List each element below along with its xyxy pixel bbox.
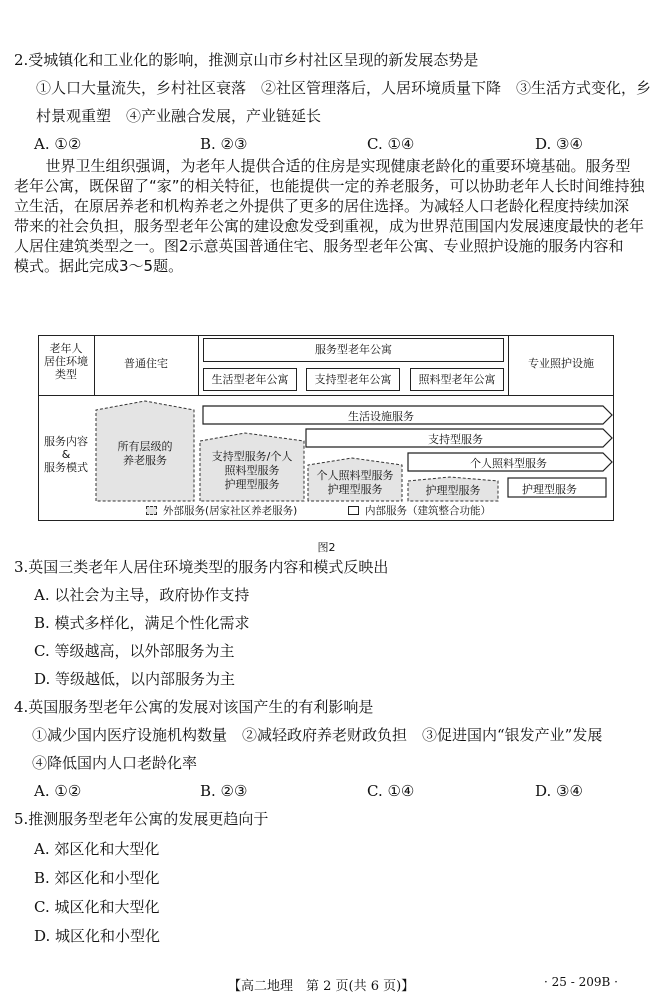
page-footer-center: 【高二地理 第 2 页(共 6 页)】	[228, 979, 415, 994]
passage-line-5: 人居住建筑类型之一。图2示意英国普通住宅、服务型老年公寓、专业照护设施的服务内容和	[14, 237, 624, 255]
arrow-living-service: 生活设施服务	[348, 410, 414, 423]
q2-choice-c: C. ①④	[367, 135, 415, 153]
passage-line-2: 老年公寓，既保留了“家”的相关特征，也能提供一定的养老服务，可以协助老年人长时间维持独	[14, 177, 645, 195]
q4-items-line2: ④降低国内人口老龄化率	[32, 754, 198, 772]
arrow-personal-care-service: 个人照料型服务	[470, 457, 547, 470]
sub-living-apartment: 生活型老年公寓	[203, 368, 297, 391]
legend-internal-label: 内部服务（建筑整合功能）	[365, 505, 491, 517]
col-professional-care: 专业照护设施	[528, 357, 594, 370]
q2-choice-a: A. ①②	[34, 135, 82, 153]
passage-line-1: 世界卫生组织强调，为老年人提供合适的住房是实现健康老龄化的重要环境基础。服务型	[45, 157, 631, 175]
col-ordinary-housing: 普通住宅	[124, 357, 168, 370]
q3-option-d: D. 等级越低，以内部服务为主	[34, 670, 236, 688]
ext-personal-nursing: 个人照料型服务 护理型服务	[316, 469, 394, 496]
q5-stem: 5.推测服务型老年公寓的发展更趋向于	[14, 810, 269, 828]
page-footer-code: · 25 - 209B ·	[544, 975, 618, 989]
legend-external-label: 外部服务(居家社区养老服务)	[163, 505, 298, 517]
passage-line-3: 立生活，在原居养老和机构养老之外提供了更多的居住选择。为减轻人口老龄化程度持续加深	[14, 197, 630, 215]
q4-choice-d: D. ③④	[535, 782, 583, 800]
ext-all-level-service: 所有层级的 养老服务	[117, 440, 173, 467]
q2-items-line1: ①人口大量流失，乡村社区衰落 ②社区管理落后，人居环境质量下降 ③生活方式变化，乡	[36, 79, 652, 97]
left-label-service: 服务内容 & 服务模式	[44, 435, 88, 474]
q3-stem: 3.英国三类老年人居住环境类型的服务内容和模式反映出	[14, 558, 389, 576]
q4-choice-a: A. ①②	[34, 782, 82, 800]
col-service-apartment: 服务型老年公寓	[203, 338, 504, 362]
box-nursing-service: 护理型服务	[522, 483, 577, 496]
q3-option-c: C. 等级越高，以外部服务为主	[34, 642, 235, 660]
q2-items-line2: 村景观重塑 ④产业融合发展，产业链延长	[36, 107, 322, 125]
legend-solid-swatch	[348, 506, 359, 515]
ext-support-care-nursing: 支持型服务/个人 照料型服务 护理型服务	[211, 450, 293, 491]
legend-external	[146, 503, 297, 518]
row-header-label: 老年人 居住环境 类型	[44, 342, 88, 381]
q5-option-d: D. 城区化和小型化	[34, 927, 161, 945]
passage-line-4: 带来的社会负担，服务型老年公寓的建设愈发受到重视，成为世界范围国内发展速度最快的老年	[14, 217, 645, 235]
q3-option-b: B. 模式多样化，满足个性化需求	[34, 614, 250, 632]
figure-caption: 图2	[317, 541, 336, 554]
q2-stem: 2.受城镇化和工业化的影响，推测京山市乡村社区呈现的新发展态势是	[14, 51, 479, 69]
ext-nursing: 护理型服务	[425, 484, 481, 497]
arrow-support-service: 支持型服务	[428, 433, 483, 446]
sub-support-apartment: 支持型老年公寓	[306, 368, 400, 391]
q5-option-a: A. 郊区化和大型化	[34, 840, 160, 858]
legend-dashed-swatch	[146, 506, 157, 515]
q4-stem: 4.英国服务型老年公寓的发展对该国产生的有利影响是	[14, 698, 374, 716]
q2-choice-b: B. ②③	[200, 135, 248, 153]
q5-option-c: C. 城区化和大型化	[34, 898, 160, 916]
q4-choice-c: C. ①④	[367, 782, 415, 800]
figure-2	[38, 335, 614, 521]
q2-choice-d: D. ③④	[535, 135, 583, 153]
reading-passage	[14, 156, 645, 276]
passage-line-6: 模式。据此完成3～5题。	[14, 257, 184, 275]
q4-items-line1: ①减少国内医疗设施机构数量 ②减轻政府养老财政负担 ③促进国内“银发产业”发展	[32, 726, 603, 744]
q5-option-b: B. 郊区化和小型化	[34, 869, 160, 887]
q4-choice-b: B. ②③	[200, 782, 248, 800]
legend-internal	[348, 503, 491, 518]
sub-care-apartment: 照料型老年公寓	[410, 368, 504, 391]
q3-option-a: A. 以社会为主导，政府协作支持	[34, 586, 250, 604]
